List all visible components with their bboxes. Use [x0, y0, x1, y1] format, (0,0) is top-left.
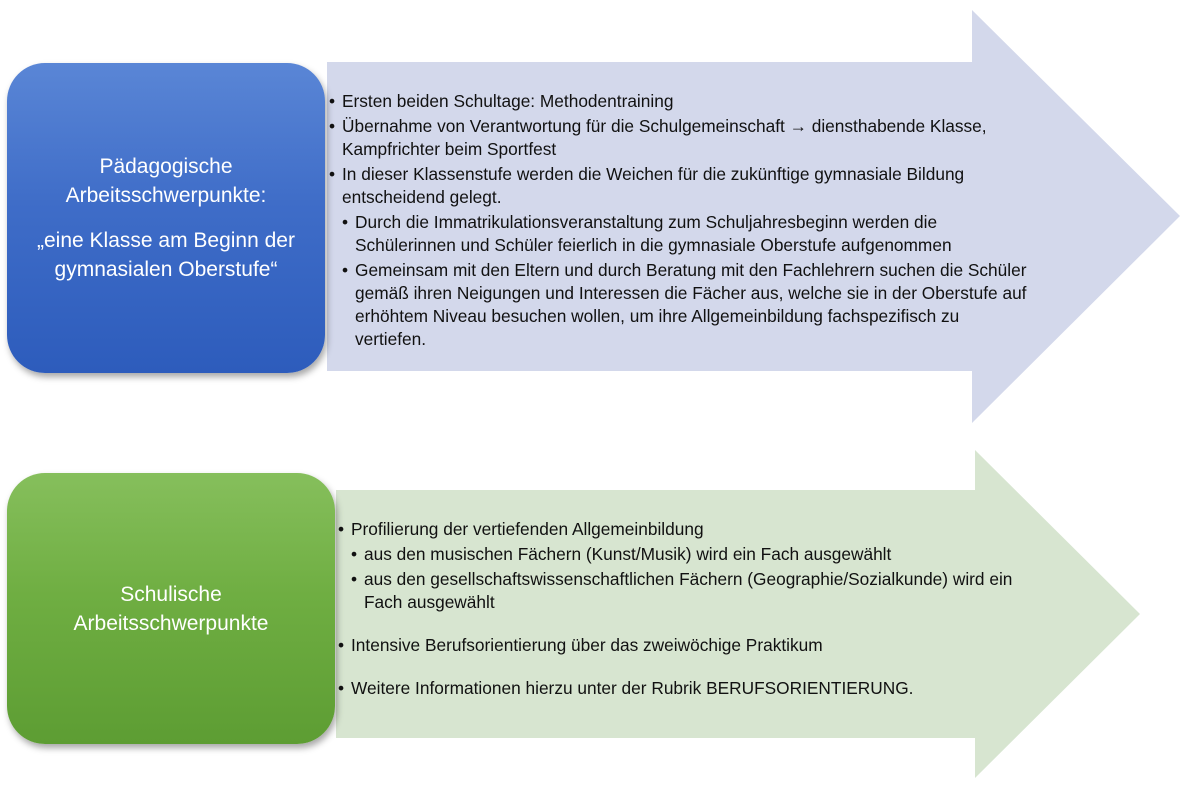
list-item: • Profilierung der vertiefenden Allgemeinbildung: [338, 518, 1018, 541]
list-item: • Durch die Immatrikulationsveranstaltung zum Schuljahresbeginn werden die Schülerinnen und Schüler feierlich in die gymnasiale Oberstufe aufgenommen: [342, 211, 1029, 257]
school-focus-title: Schulische Arbeitsschwerpunkte: [73, 582, 269, 635]
top-arrow-content: [329, 90, 1029, 351]
pedagogical-focus-subtitle: „eine Klasse am Beginn der gymnasialen Oberstufe“: [37, 229, 295, 281]
list-item: • Gemeinsam mit den Eltern und durch Beratung mit den Fachlehrern suchen die Schüler gemäß ihren Neigungen und Interessen die Fächer aus, welche sie in der Oberstufe auf erhöhtem Niveau besuchen wollen, um ihre Allgemeinbildung fachspezifisch zu vertiefen.: [342, 259, 1029, 351]
list-item: • Weitere Informationen hierzu unter der Rubrik BERUFSORIENTIERUNG.: [338, 677, 1018, 700]
list-item: • aus den gesellschaftswissenschaftlichen Fächern (Geographie/Sozialkunde) wird ein Fach ausgewählt: [351, 568, 1018, 614]
list-item: • Intensive Berufsorientierung über das zweiwöchige Praktikum: [338, 634, 1018, 657]
list-item: • aus den musischen Fächern (Kunst/Musik) wird ein Fach ausgewählt: [351, 543, 1018, 566]
list-item: • In dieser Klassenstufe werden die Weichen für die zukünftige gymnasiale Bildung entscheidend gelegt.: [329, 163, 1029, 209]
list-item: • Übernahme von Verantwortung für die Schulgemeinschaft → diensthabende Klasse, Kampfrichter beim Sportfest: [329, 115, 1029, 161]
list-item: • Ersten beiden Schultage: Methodentraining: [329, 90, 1029, 113]
pedagogical-focus-box: [7, 63, 325, 373]
bottom-arrow-content: [338, 518, 1018, 700]
school-focus-box: [7, 473, 335, 744]
pedagogical-focus-title: Pädagogische Arbeitsschwerpunkte:: [65, 155, 267, 207]
